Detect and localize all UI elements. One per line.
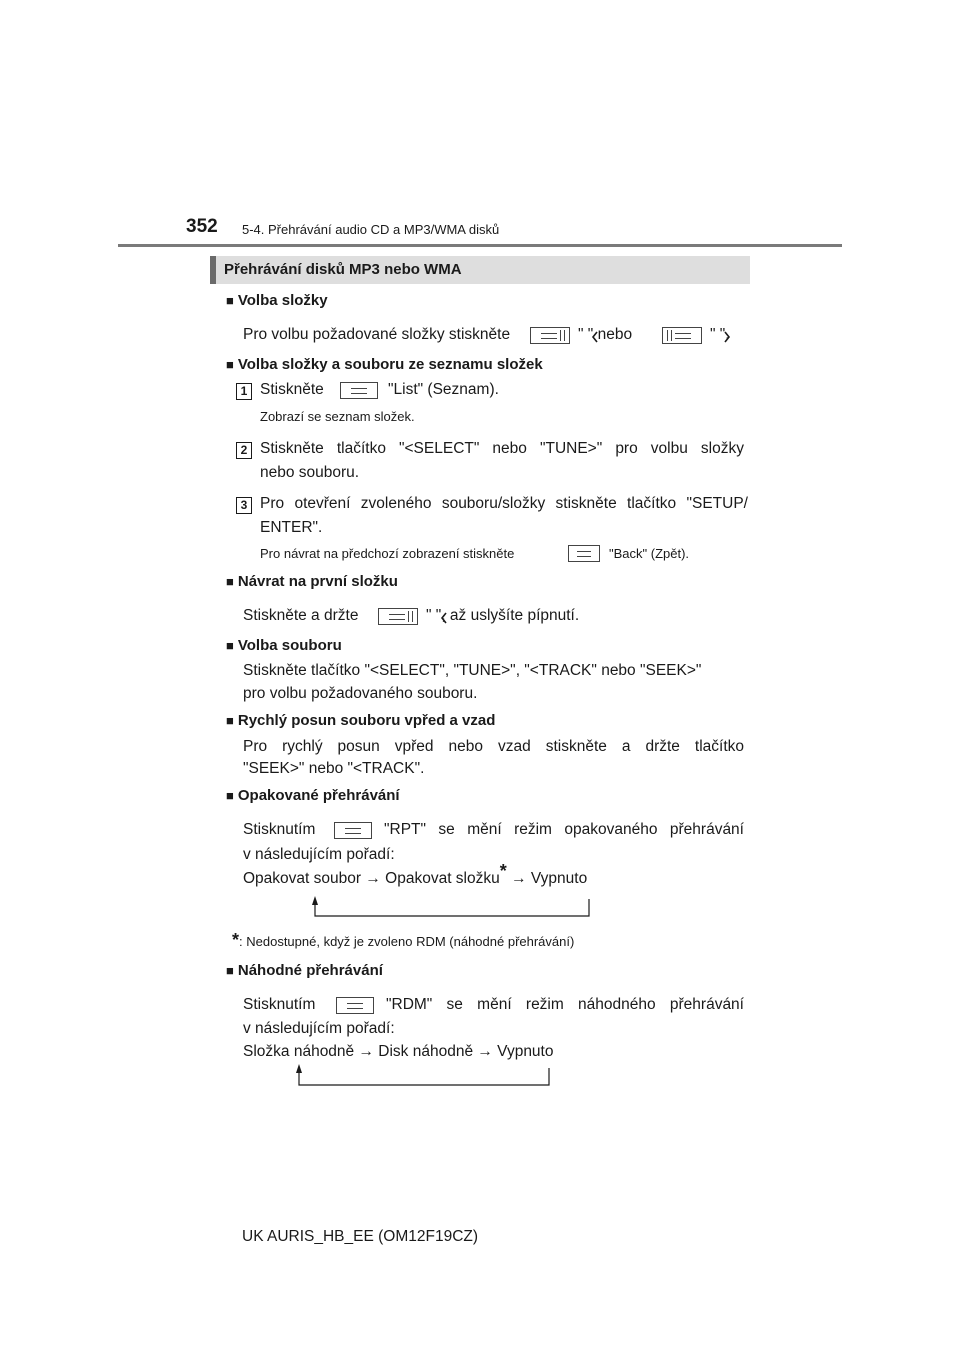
bullet-square-icon: ■ [226,963,234,978]
file-select-line1: Stiskněte tlačítko "<SELECT", "TUNE>", "<TRACK" nebo "SEEK>" [243,662,702,679]
bullet-square-icon: ■ [226,638,234,653]
repeat-line2: v následujícím pořadí: [243,846,395,863]
folder-up-button-icon [662,327,702,344]
footer-model-code: UK AURIS_HB_EE (OM12F19CZ) [242,1228,479,1245]
heading-return-first: ■ Návrat na první složku [226,573,398,590]
heading-file-select: ■ Volba souboru [226,637,342,654]
section-title: Přehrávání disků MP3 nebo WMA [224,261,462,278]
step-number-3: 3 [236,497,252,514]
folder-down-button-icon [530,327,570,344]
rdm-button-icon [336,997,374,1014]
random-text-end: "RDM" se mění režim náhodného přehrávání [386,996,744,1013]
list-button-icon [340,382,378,399]
step-number-2: 2 [236,442,252,459]
repeat-text: Stisknutím [243,821,316,838]
heading-random: ■ Náhodné přehrávání [226,962,383,979]
step3-line2: ENTER". [260,519,323,536]
step3-note-end: "Back" (Zpět). [609,546,690,561]
fast-seek-line2: "SEEK>" nebo "<TRACK". [243,760,425,777]
rpt-button-icon [334,822,372,839]
heading-folder-select: ■ Volba složky [226,292,328,309]
random-sequence: Složka náhodně → Disk náhodně → Vypnuto [243,1043,554,1060]
step1-text-end: "List" (Seznam). [388,381,499,398]
bullet-square-icon: ■ [226,713,234,728]
folder-select-text: Pro volbu požadované složky stiskněte [243,326,511,343]
step2-line1: Stiskněte tlačítko "<SELECT" nebo "TUNE>" pro volbu složky [260,440,744,457]
folder-down-hold-button-icon [378,608,418,625]
step3-line1: Pro otevření zvoleného souboru/složky stiskněte tlačítko "SETUP/ [260,495,748,512]
repeat-sequence: Opakovat soubor → Opakovat složku* → Vypnuto [243,860,588,887]
bullet-square-icon: ■ [226,574,234,589]
page-number: 352 [186,216,218,237]
bullet-square-icon: ■ [226,788,234,803]
return-first-text-end: " ", až uslyšíte pípnutí. [426,607,580,624]
folder-select-text-end: " ". [710,326,730,343]
step1-note: Zobrazí se seznam složek. [260,409,415,424]
folder-select-text-mid: " " nebo [578,326,633,343]
repeat-text-end: "RPT" se mění režim opakovaného přehrávání [384,821,744,838]
heading-repeat: ■ Opakované přehrávání [226,787,400,804]
heading-folder-list: ■ Volba složky a souboru ze seznamu složek [226,356,543,373]
chevron-left-icon [439,611,449,625]
fast-seek-line1: Pro rychlý posun vpřed nebo vzad stiskněte a držte tlačítko [243,738,744,755]
step-number-1: 1 [236,383,252,400]
repeat-footnote: *: Nedostupné, když je zvoleno RDM (náhodné přehrávání) [232,930,575,950]
return-first-text: Stiskněte a držte [243,607,359,624]
section-reference: 5-4. Přehrávání audio CD a MP3/WMA disků [242,222,500,237]
header-rule [118,244,842,247]
step3-note: Pro návrat na předchozí zobrazení stiskněte [260,546,515,561]
step1-text: Stiskněte [260,381,324,398]
title-bar-accent [210,256,216,284]
back-button-icon [568,545,600,562]
chevron-left-icon [590,330,600,344]
repeat-cycle-arrow [305,896,595,922]
random-line2: v následujícím pořadí: [243,1020,395,1037]
random-text: Stisknutím [243,996,316,1013]
bullet-square-icon: ■ [226,357,234,372]
step2-line2: nebo souboru. [260,464,360,481]
bullet-square-icon: ■ [226,293,234,308]
file-select-line2: pro volbu požadovaného souboru. [243,685,478,702]
chevron-right-icon [722,330,732,344]
random-cycle-arrow [290,1064,556,1090]
heading-fast-seek: ■ Rychlý posun souboru vpřed a vzad [226,712,496,729]
